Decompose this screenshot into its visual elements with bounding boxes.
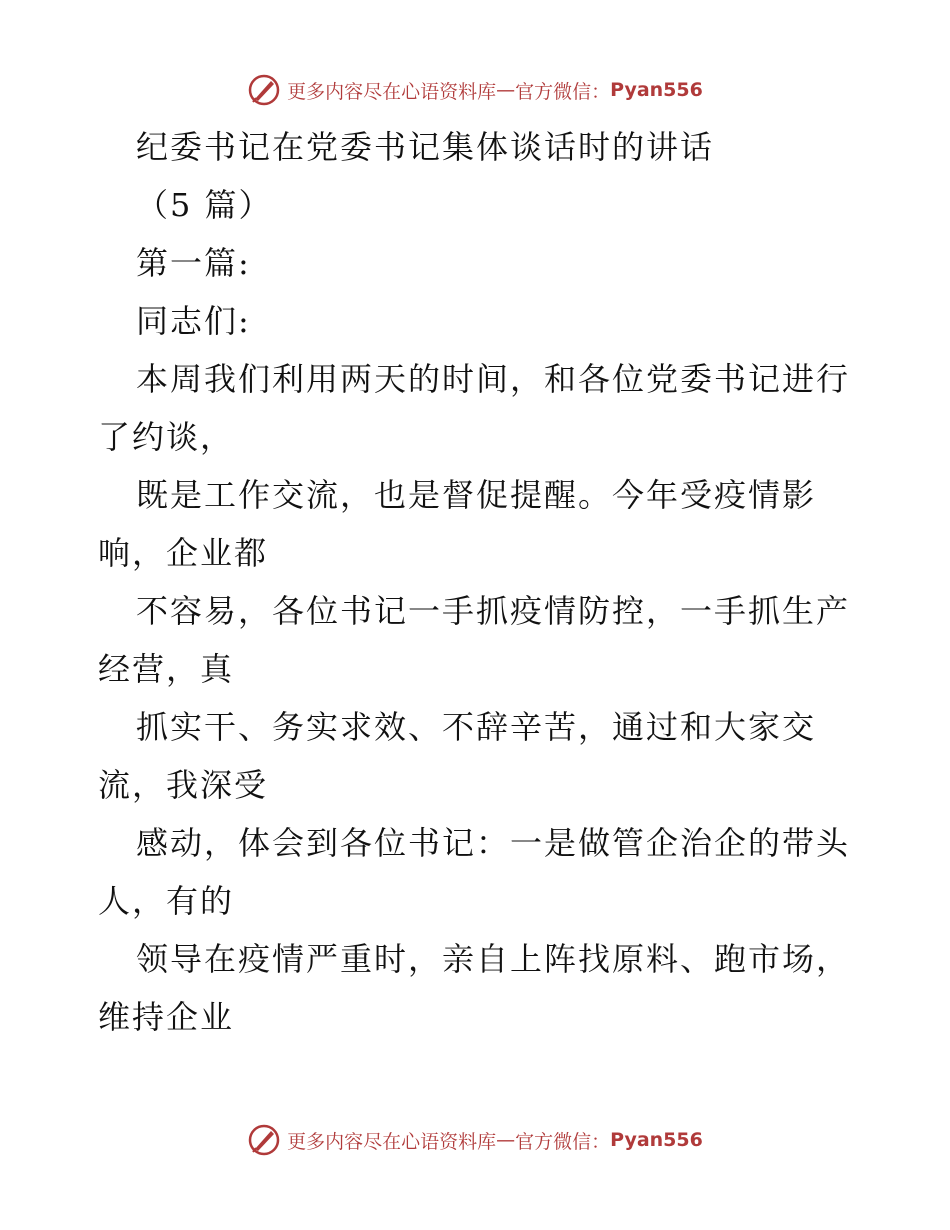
banner-wechat-label: 官方微信： <box>515 80 611 103</box>
paragraph-line: 既是工作交流，也是督促提醒。今年受疫情影 <box>136 476 817 514</box>
paragraph <box>98 698 858 814</box>
paragraph <box>98 814 858 930</box>
footer-banner <box>0 1120 950 1160</box>
banner-wechat-label: 官方微信： <box>515 1130 611 1153</box>
banner-wechat-id: Pyan556 <box>610 1129 703 1151</box>
paragraph <box>98 466 858 582</box>
banner-separator: — <box>496 79 516 101</box>
salutation: 同志们: <box>136 302 251 340</box>
paragraph <box>98 582 858 698</box>
document-subtitle: （5 篇） <box>136 186 273 224</box>
banner-wechat-id: Pyan556 <box>610 79 703 101</box>
paragraph-line: 维持企业 <box>98 998 235 1036</box>
quill-logo-icon <box>247 1123 281 1157</box>
paragraph <box>98 930 858 1046</box>
paragraph-line: 人，有的 <box>98 882 235 920</box>
quill-logo-icon <box>247 73 281 107</box>
paragraph-line: 了约谈， <box>98 418 235 456</box>
paragraph-line: 抓实干、务实求效、不辞辛苦，通过和大家交 <box>136 708 817 746</box>
paragraph-line: 本周我们利用两天的时间，和各位党委书记进行 <box>136 360 851 398</box>
paragraph-line: 经营，真 <box>98 650 235 688</box>
paragraph-line: 领导在疫情严重时，亲自上阵找原料、跑市场， <box>136 940 851 978</box>
paragraph <box>98 350 858 466</box>
paragraph-line: 不容易，各位书记一手抓疫情防控，一手抓生产 <box>136 592 851 630</box>
document-body <box>98 118 858 1046</box>
banner-site-text: 更多内容尽在心语资料库 <box>287 80 497 103</box>
banner-site-text: 更多内容尽在心语资料库 <box>287 1130 497 1153</box>
part-heading: 第一篇: <box>136 244 251 282</box>
paragraph-line: 响，企业都 <box>98 534 269 572</box>
paragraph-line: 流，我深受 <box>98 766 269 804</box>
banner-separator: — <box>496 1129 516 1151</box>
paragraph-line: 感动，体会到各位书记：一是做管企治企的带头 <box>136 824 851 862</box>
document-title: 纪委书记在党委书记集体谈话时的讲话 <box>136 128 715 166</box>
header-banner <box>0 70 950 110</box>
